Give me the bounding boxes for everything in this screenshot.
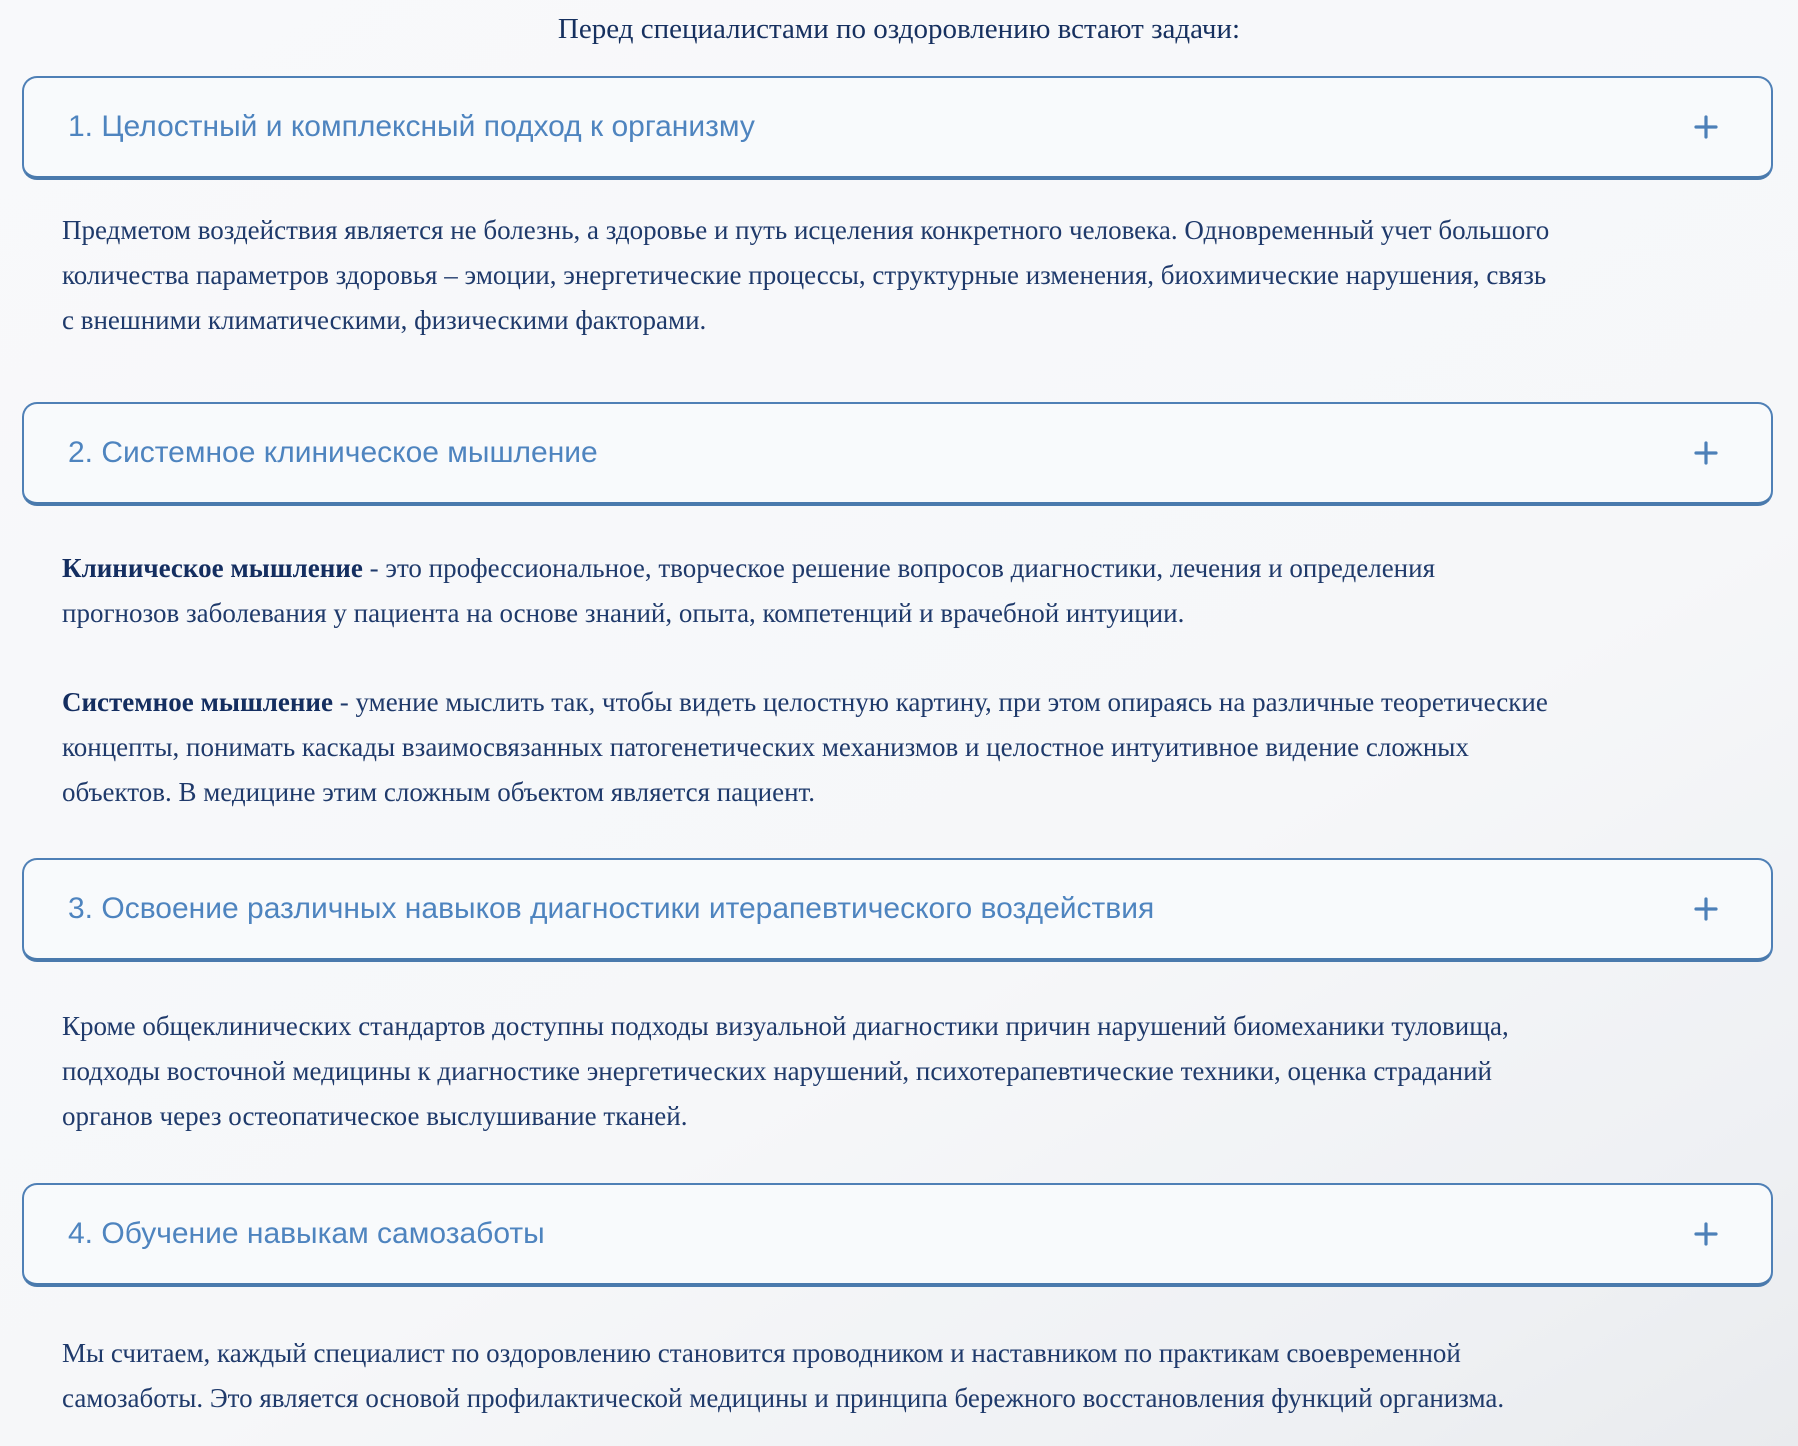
plus-icon[interactable] [1693, 114, 1719, 140]
accordion-body-2-paragraph-2 [62, 680, 1552, 815]
accordion-header-3[interactable] [22, 858, 1773, 962]
accordion-header-1-label: 1. Целостный и комплексный подход к организму [68, 110, 755, 143]
page-title: Перед специалистами по оздоровлению встают задачи: [557, 13, 1241, 45]
paragraph-lead: Системное мышление [62, 687, 333, 717]
accordion-body-3-paragraph [62, 1004, 1552, 1139]
paragraph-text: Предметом воздействия является не болезнь, а здоровье и путь исцеления конкретного человека. Одновременный учет большого количества параметров здоровья – эмоции, энергетические процессы, структурные изменения, биохимические нарушения, связь с внешними климатическими, физическими факторами. [62, 215, 1550, 335]
accordion-header-4-label: 4. Обучение навыкам самозаботы [68, 1217, 545, 1250]
accordion-header-2[interactable] [22, 402, 1773, 506]
paragraph-text: Мы считаем, каждый специалист по оздоровлению становится проводником и наставником по практикам своевременной самозаботы. Это является основой профилактической медицины и принципа бережного восстановления функций организма. [62, 1338, 1505, 1413]
accordion-header-2-label: 2. Системное клиническое мышление [68, 436, 598, 469]
accordion-header-3-label: 3. Освоение различных навыков диагностики итерапевтического воздействия [68, 892, 1155, 925]
accordion-header-4[interactable] [22, 1183, 1773, 1287]
paragraph-text: - это профессиональное, творческое решение вопросов диагностики, лечения и определения прогнозов заболевания у пациента на основе знаний, опыта, компетенций и врачебной интуиции. [62, 553, 1436, 628]
plus-icon[interactable] [1693, 440, 1719, 466]
accordion-body-4-paragraph [62, 1331, 1552, 1421]
accordion-body-2-paragraph-1 [62, 546, 1552, 636]
paragraph-text: Кроме общеклинических стандартов доступны подходы визуальной диагностики причин нарушений биомеханики туловища, подходы восточной медицины к диагностике энергетических нарушений, психотерапевтические техники, оценка страданий органов через остеопатическое выслушивание тканей. [62, 1011, 1509, 1131]
plus-icon[interactable] [1693, 896, 1719, 922]
plus-icon[interactable] [1693, 1221, 1719, 1247]
paragraph-text: - умение мыслить так, чтобы видеть целостную картину, при этом опираясь на различные теоретические концепты, понимать каскады взаимосвязанных патогенетических механизмов и целостное интуитивное видение сложных объектов. В медицине этим сложным объектом является пациент. [62, 687, 1548, 807]
accordion-body-1-paragraph [62, 208, 1552, 343]
accordion-header-1[interactable] [22, 76, 1773, 180]
paragraph-lead: Клиническое мышление [62, 553, 363, 583]
